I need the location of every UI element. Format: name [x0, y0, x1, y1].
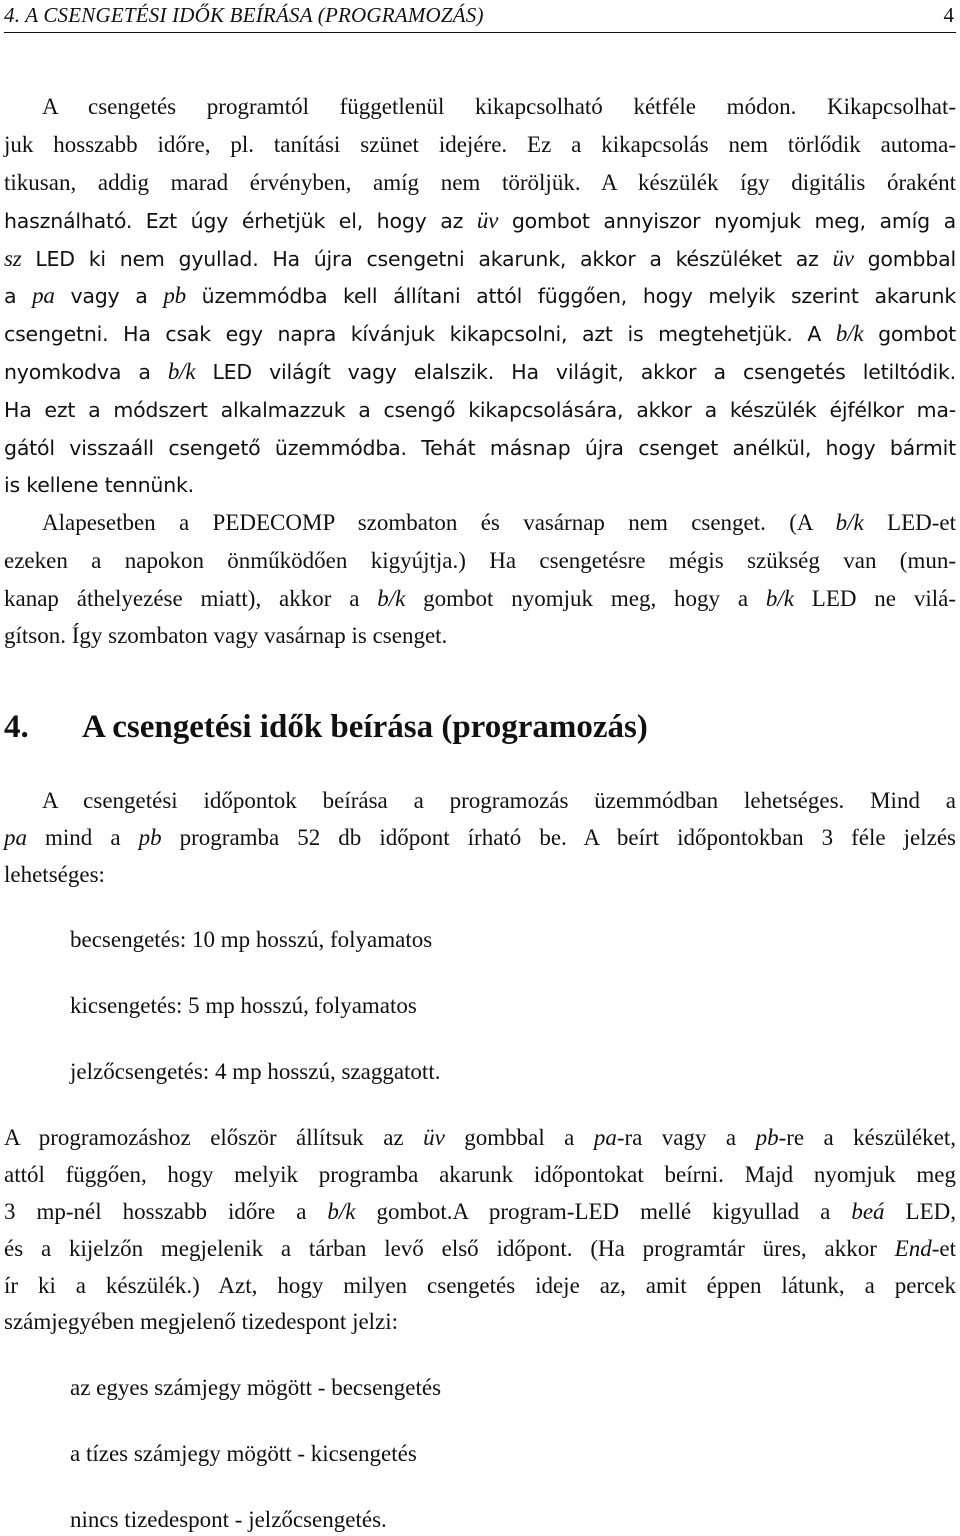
running-header-title: 4. A CSENGETÉSI IDŐK BEÍRÁSA (PROGRAMOZÁS): [4, 3, 484, 27]
signal-list-item: kicsengetés: 5 mp hosszú, folyamatos: [70, 993, 417, 1018]
signal-list-item: becsengetés: 10 mp hosszú, folyamatos: [70, 927, 433, 952]
paragraph-1-line-1: A csengetés programtól függetlenül kikapcsolható kétféle módon. Kikapcsolhat-: [42, 94, 956, 119]
paragraph-2-line-1: Alapesetben a PEDECOMP szombaton és vasárnap nem csenget. (A b/k LED-et: [42, 510, 956, 535]
paragraph-1-line-6: a pa vagy a pb üzemmódba kell állítani attól függően, hogy melyik szerint akarunk: [4, 283, 957, 308]
decimal-point-list-item: az egyes számjegy mögött - becsengetés: [70, 1375, 442, 1400]
paragraph-1-line-2: juk hosszabb időre, pl. tanítási szünet idejére. Ez a kikapcsolás nem törlődik automa-: [4, 132, 956, 157]
page-number: 4: [943, 3, 954, 27]
paragraph-2-line-4: gítson. Így szombaton vagy vasárnap is csenget.: [4, 623, 448, 648]
paragraph-1-line-4: használható. Ezt úgy érhetjük el, hogy az üv gombot annyiszor nyomjuk meg, amíg a: [4, 208, 956, 233]
paragraph-1-line-11: is kellene tennünk.: [4, 473, 194, 497]
section-title: A csengetési idők beírása (programozás): [82, 709, 648, 745]
paragraph-3-line-1: A csengetési időpontok beírása a programozás üzemmódban lehetséges. Mind a: [42, 788, 956, 813]
decimal-point-list-item: a tízes számjegy mögött - kicsengetés: [70, 1441, 417, 1466]
header-rule: [4, 32, 956, 33]
paragraph-1-line-9: Ha ezt a módszert alkalmazzuk a csengő kikapcsolására, akkor a készülék éjfélkor ma-: [4, 398, 956, 422]
signal-list-item: jelzőcsengetés: 4 mp hosszú, szaggatott.: [70, 1059, 441, 1084]
paragraph-4-line-3: 3 mp-nél hosszabb időre a b/k gombot.A program-LED mellé kigyullad a beá LED,: [4, 1199, 956, 1224]
paragraph-4-line-1: A programozáshoz először állítsuk az üv gombbal a pa-ra vagy a pb-re a készüléket,: [4, 1125, 957, 1150]
paragraph-1-line-3: tikusan, addig marad érvényben, amíg nem töröljük. A készülék így digitális óraként: [4, 170, 956, 195]
section-number: 4.: [4, 709, 29, 745]
section-heading: [4, 706, 648, 748]
paragraph-2-line-2: ezeken a napokon önműködően kigyújtja.) Ha csengetésre mégis szükség van (mun-: [4, 548, 956, 573]
paragraph-1-line-8: nyomkodva a b/k LED világít vagy elalszik. Ha világit, akkor a csengetés letiltódik.: [4, 359, 956, 384]
paragraph-4-line-4: és a kijelzőn megjelenik a tárban levő első időpont. (Ha programtár üres, akkor End-et: [4, 1236, 956, 1261]
decimal-point-list-item: nincs tizedespont - jelzőcsengetés.: [70, 1507, 387, 1532]
paragraph-1-line-7: csengetni. Ha csak egy napra kívánjuk kikapcsolni, azt is megtehetjük. A b/k gombot: [4, 321, 956, 346]
paragraph-1-line-5: sz LED ki nem gyullad. Ha újra csengetni akarunk, akkor a készüléket az üv gombbal: [4, 246, 956, 271]
paragraph-1-line-10: gától visszaáll csengető üzemmódba. Tehát másnap újra csenget anélkül, hogy bármit: [4, 436, 956, 460]
paragraph-3-line-3: lehetséges:: [4, 862, 105, 887]
paragraph-4-line-2: attól függően, hogy melyik programba akarunk időpontokat beírni. Majd nyomjuk meg: [4, 1162, 956, 1187]
paragraph-2-line-3: kanap áthelyezése miatt), akkor a b/k gombot nyomjuk meg, hogy a b/k LED ne vilá-: [4, 586, 956, 611]
paragraph-4-line-6: számjegyében megjelenő tizedespont jelzi:: [4, 1309, 399, 1334]
paragraph-3-line-2: pa mind a pb programba 52 db időpont írható be. A beírt időpontokban 3 féle jelzés: [4, 825, 956, 850]
running-header: [4, 2, 956, 28]
paragraph-4-line-5: ír ki a készülék.) Azt, hogy milyen csengetés ideje az, amit éppen látunk, a percek: [4, 1273, 956, 1298]
